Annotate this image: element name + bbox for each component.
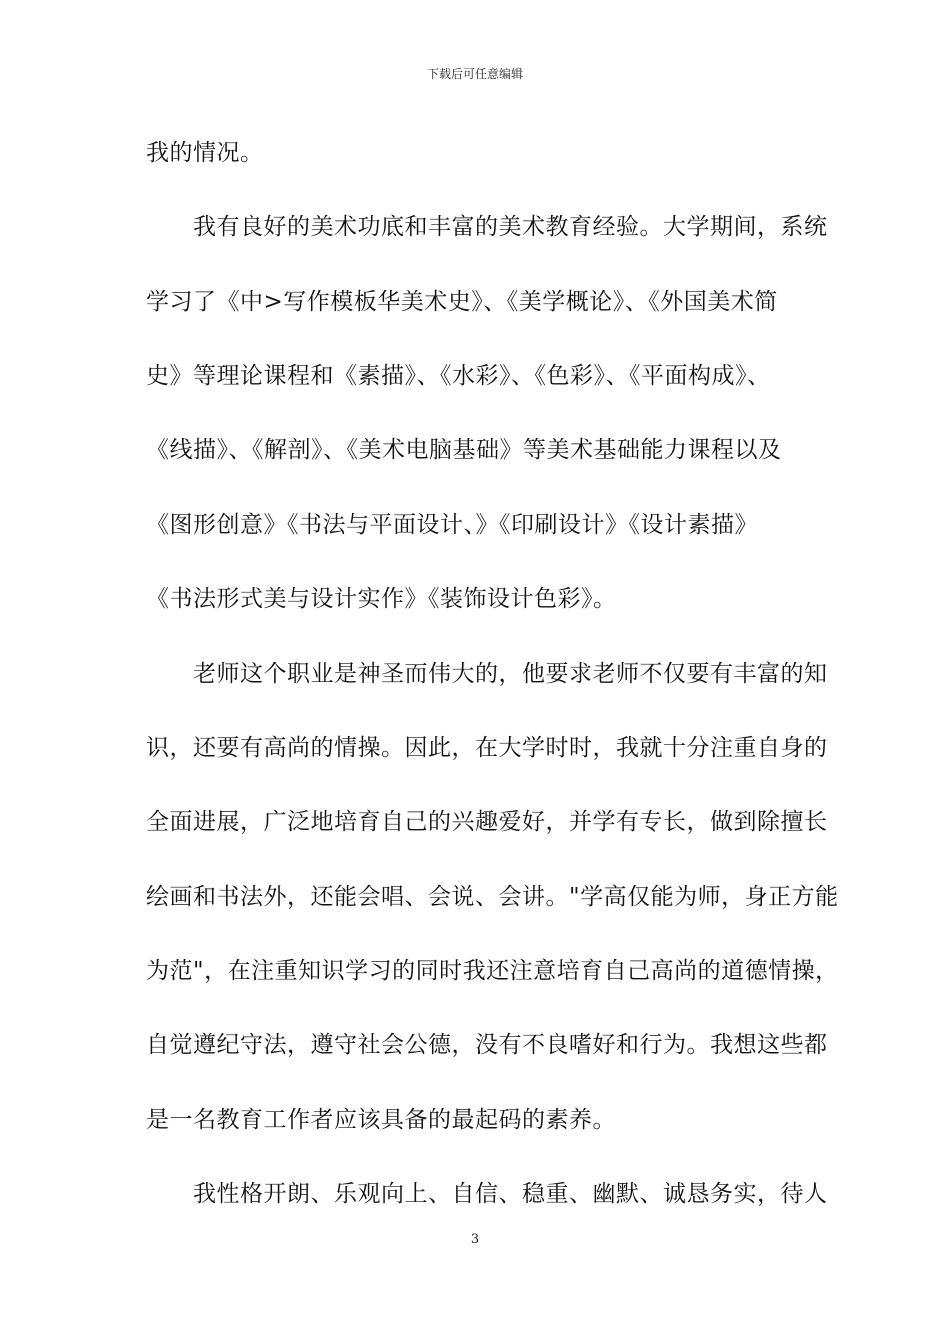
body-line: 我的情况。 xyxy=(146,140,264,166)
body-line: 为范"，在注重知识学习的同时我还注意培育自己高尚的道德情操， xyxy=(146,958,839,984)
body-line: 学习了《中>写作模板华美术史》、《美学概论》、《外国美术简 xyxy=(146,289,778,315)
body-line: 老师这个职业是神圣而伟大的，他要求老师不仅要有丰富的知 xyxy=(146,661,828,687)
body-line: 《图形创意》《书法与平面设计、》《印刷设计》《设计素描》 xyxy=(146,512,758,538)
body-line: 是一名教育工作者应该具备的最起码的素养。 xyxy=(146,1107,616,1133)
body-line: 自觉遵纪守法，遵守社会公德，没有不良嗜好和行为。我想这些都 xyxy=(146,1032,828,1058)
body-line: 我性格开朗、乐观向上、自信、稳重、幽默、诚恳务实，待人 xyxy=(146,1181,828,1207)
body-line: 绘画和书法外，还能会唱、会说、会讲。"学高仅能为师，身正方能 xyxy=(146,884,839,910)
body-line: 《线描》、《解剖》、《美术电脑基础》等美术基础能力课程以及 xyxy=(146,437,782,463)
body-line: 识，还要有高尚的情操。因此，在大学时时，我就十分注重自身的 xyxy=(146,735,828,761)
body-line: 全面进展，广泛地培育自己的兴趣爱好，并学有专长，做到除擅长 xyxy=(146,809,828,835)
body-line: 《书法形式美与设计实作》《装饰设计色彩》。 xyxy=(146,586,617,612)
page-header: 下载后可任意编辑 xyxy=(426,67,523,81)
body-line: 我有良好的美术功底和丰富的美术教育经验。大学期间，系统 xyxy=(146,214,828,240)
page-number: 3 xyxy=(470,1232,480,1247)
body-line: 史》等理论课程和《素描》、《水彩》、《色彩》、《平面构成》、 xyxy=(146,363,771,389)
